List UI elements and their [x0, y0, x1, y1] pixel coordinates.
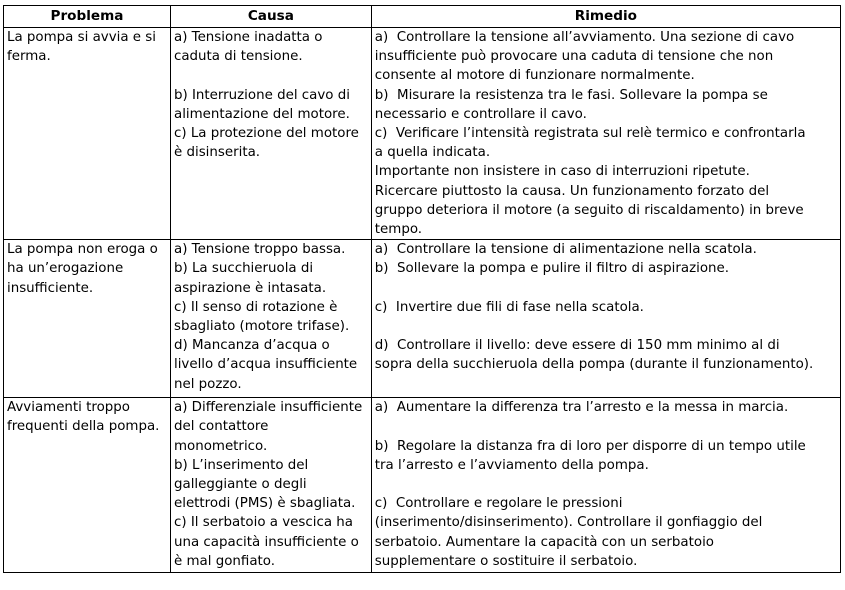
remedy-text-line: b) Misurare la resistenza tra le fasi. Sollevare la pompa se	[374, 87, 768, 103]
cause-cell	[170, 240, 371, 398]
remedy-text-line: c) Controllare e regolare le pressioni	[374, 496, 623, 512]
header-cause: Causa	[170, 6, 371, 28]
problem-text-line: La pompa non eroga o	[7, 242, 158, 258]
cause-text-line: monometrico.	[173, 438, 268, 454]
remedy-cell	[371, 398, 840, 573]
remedy-cell	[371, 28, 840, 240]
remedy-text-line: c) Verificare l’intensità registrata sul relè termico e confrontarla	[374, 126, 806, 142]
problem-cell	[4, 398, 171, 573]
blank-line	[375, 317, 837, 336]
cause-text-line: del contattore	[173, 419, 269, 435]
remedy-text-line: b) Sollevare la pompa e pulire il filtro di aspirazione.	[374, 261, 730, 277]
cause-text-line: b) Interruzione del cavo di	[173, 87, 350, 103]
cause-text-line: b) L’inserimento del	[173, 457, 309, 473]
cause-text-line: elettrodi (PMS) è sbagliata.	[173, 496, 356, 512]
remedy-text-line: a) Controllare la tensione di alimentazione nella scatola.	[374, 242, 757, 258]
blank-line	[375, 475, 837, 494]
remedy-text-line: b) Regolare la distanza fra di loro per disporre di un tempo utile	[374, 438, 806, 454]
cause-cell	[170, 28, 371, 240]
problem-text-line: insufficiente.	[7, 280, 94, 296]
problem-text-line: ferma.	[7, 49, 51, 65]
remedy-text-line: tra l’arresto e l’avviamento della pompa.	[374, 457, 649, 473]
remedy-cell	[371, 240, 840, 398]
problem-text-line: frequenti della pompa.	[7, 419, 160, 435]
remedy-text-line: a quella indicata.	[374, 145, 491, 161]
remedy-text-line: a) Aumentare la differenza tra l’arresto e la messa in marcia.	[374, 400, 789, 416]
table-row	[4, 398, 841, 573]
remedy-text-line: serbatoio. Aumentare la capacità con un serbatoio	[374, 534, 714, 550]
cause-text-line: a) Tensione troppo bassa.	[173, 242, 346, 258]
blank-line	[375, 279, 837, 298]
remedy-text-line: gruppo deteriora il motore (a seguito di riscaldamento) in breve	[374, 202, 804, 218]
cause-text-line: aspirazione è intasata.	[173, 280, 327, 296]
remedy-text-line: c) Invertire due fili di fase nella scatola.	[374, 299, 644, 315]
problem-cell	[4, 240, 171, 398]
cause-text-line: galleggiante o degli	[173, 477, 307, 493]
remedy-text-line: d) Controllare il livello: deve essere di 150 mm minimo al di	[374, 338, 780, 354]
cause-text-line: c) Il serbatoio a vescica ha	[173, 515, 353, 531]
troubleshooting-table	[3, 5, 841, 573]
cause-text-line: è disinserita.	[173, 145, 261, 161]
cause-text-line: b) La succhieruola di	[173, 261, 314, 277]
cause-text-line: sbagliato (motore trifase).	[173, 319, 350, 335]
blank-line	[375, 417, 837, 436]
remedy-text-line: sopra della succhieruola della pompa (durante il funzionamento).	[374, 357, 814, 373]
table-header-row	[4, 6, 841, 28]
cause-text-line: d) Mancanza d’acqua o	[173, 338, 330, 354]
table-row	[4, 28, 841, 240]
problem-text-line: Avviamenti troppo	[7, 400, 130, 416]
remedy-text-line: Importante non insistere in caso di interruzioni ripetute.	[374, 164, 750, 180]
troubleshooting-table-wrapper	[3, 5, 841, 585]
remedy-text-line: consente al motore di funzionare normalmente.	[374, 68, 695, 84]
cause-text-line: è mal gonfiato.	[173, 553, 275, 569]
cause-text-line: caduta di tensione.	[173, 49, 303, 65]
cause-text-line: nel pozzo.	[173, 376, 242, 392]
remedy-text-line: supplementare o sostituire il serbatoio.	[374, 553, 638, 569]
cause-text-line: c) La protezione del motore	[173, 126, 359, 141]
blank-line	[174, 66, 368, 85]
cause-text-line: una capacità insufficiente o	[173, 534, 359, 550]
problem-cell	[4, 28, 171, 240]
header-remedy: Rimedio	[371, 6, 840, 28]
problem-text-line: ha un’erogazione	[7, 261, 124, 277]
table-row	[4, 240, 841, 398]
cause-text-line: livello d’acqua insufficiente	[173, 357, 358, 373]
cause-text-line: a) Differenziale insufficiente	[173, 400, 363, 416]
cause-text-line: alimentazione del motore.	[173, 106, 350, 122]
remedy-text-line: Ricercare piuttosto la causa. Un funzionamento forzato del	[374, 183, 770, 199]
problem-text-line: La pompa si avvia e si	[7, 30, 157, 45]
remedy-text-line: (inserimento/disinserimento). Controllare il gonfiaggio del	[374, 515, 763, 531]
remedy-text-line: insufficiente può provocare una caduta di tensione che non	[374, 49, 774, 65]
cause-text-line: c) Il senso di rotazione è	[173, 299, 338, 315]
cause-text-line: a) Tensione inadatta o	[173, 30, 323, 45]
remedy-text-line: necessario e controllare il cavo.	[374, 106, 587, 122]
remedy-text-line: a) Controllare la tensione all’avviamento. Una sezione di cavo	[374, 30, 795, 45]
cause-cell	[170, 398, 371, 573]
header-problem: Problema	[4, 6, 171, 28]
remedy-text-line: tempo.	[374, 222, 423, 238]
